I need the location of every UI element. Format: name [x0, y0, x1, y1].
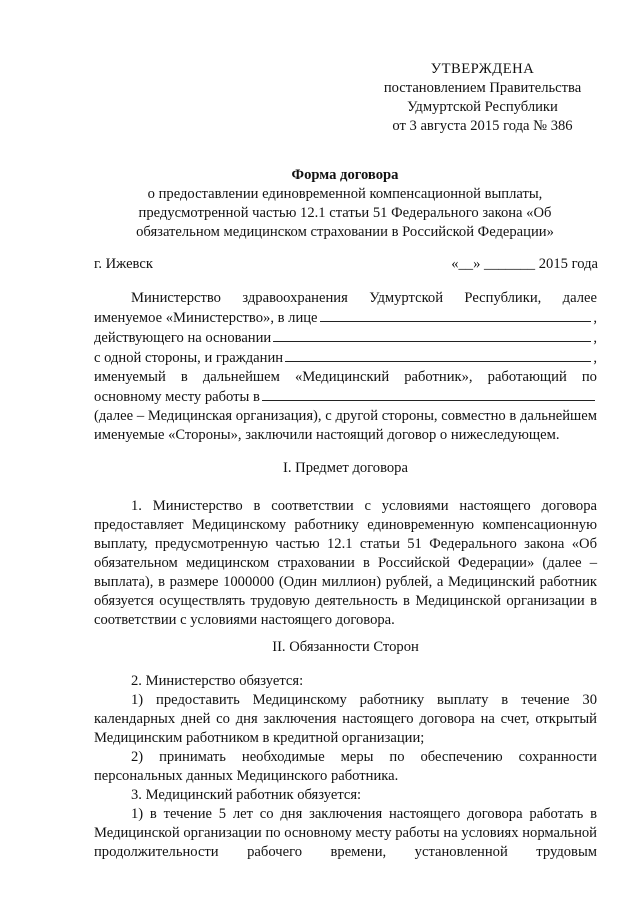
basis-blank[interactable]	[273, 328, 591, 342]
preamble-line-7: (далее – Медицинская организация), с другой стороны, совместно в дальнейшем именуемые «Стороны», заключили настоящий договор о нижеследующем.	[94, 408, 597, 443]
preamble	[94, 289, 597, 445]
approval-line-2: Удмуртской Республики	[407, 99, 558, 115]
approval-line-3: от 3 августа 2015 года № 386	[392, 118, 573, 134]
clause-3-1: 1) в течение 5 лет со дня заключения настоящего договора работать в Медицинской организации по основному месту работы на условиях нормальной продолжительности рабочего времени, установленной трудовым	[94, 806, 597, 860]
preamble-line-2: именуемое «Министерство», в лице ,	[94, 310, 597, 326]
preamble-line-4: с одной стороны, и гражданин ,	[94, 350, 597, 366]
clause-1: 1. Министерство в соответствии с условиями настоящего договора предоставляет Медицинскому работнику единовременную компенсационную выплату, предусмотренную частью 12.1 статьи 51 Федерального закона «Об обязательном медицинском страховании в Российской Федерации» (далее – выплата), в размере 1000000 (Один миллион) рублей, а Медицинский работник обязуется осуществлять трудовую деятельность в Медицинской организации в соответствии с условиями настоящего договора.	[94, 498, 597, 628]
citizen-blank[interactable]	[285, 348, 591, 362]
section-1-body	[94, 497, 597, 630]
approval-stamp	[360, 60, 605, 136]
clause-2-1: 1) предоставить Медицинскому работнику выплату в течение 30 календарных дней со дня заключения настоящего договора на счет, открытый Медицинским работником в кредитной организации;	[94, 692, 597, 746]
contract-date: «__» _______ 2015 года	[451, 256, 598, 272]
place: г. Ижевск	[94, 256, 153, 272]
preamble-line-5: именуемый в дальнейшем «Медицинский работник», работающий по	[94, 369, 597, 385]
clause-2-2: 2) принимать необходимые меры по обеспечению сохранности персональных данных Медицинского работника.	[94, 749, 597, 784]
section-2-body	[94, 672, 597, 862]
title-main: Форма договора	[291, 167, 399, 183]
section-2-heading: II. Обязанности Сторон	[272, 639, 419, 655]
representative-blank[interactable]	[320, 308, 592, 322]
section-1-heading: I. Предмет договора	[283, 460, 408, 476]
document-title	[90, 166, 600, 242]
workplace-blank[interactable]	[262, 387, 595, 401]
preamble-line-3: действующего на основании ,	[94, 330, 597, 346]
title-line-3: обязательном медицинском страховании в Российской Федерации»	[136, 224, 554, 240]
preamble-line-6: основному месту работы в	[94, 387, 597, 407]
title-line-2: предусмотренной частью 12.1 статьи 51 Федерального закона «Об	[138, 205, 552, 221]
approval-line-1: постановлением Правительства	[383, 80, 582, 96]
place-date-line	[94, 255, 598, 274]
clause-3: 3. Медицинский работник обязуется:	[131, 787, 362, 803]
clause-2: 2. Министерство обязуется:	[131, 673, 304, 689]
preamble-line-1: Министерство здравоохранения Удмуртской Республики, далее	[131, 290, 597, 306]
title-line-1: о предоставлении единовременной компенсационной выплаты,	[147, 186, 543, 202]
approval-heading: УТВЕРЖДЕНА	[430, 61, 535, 77]
